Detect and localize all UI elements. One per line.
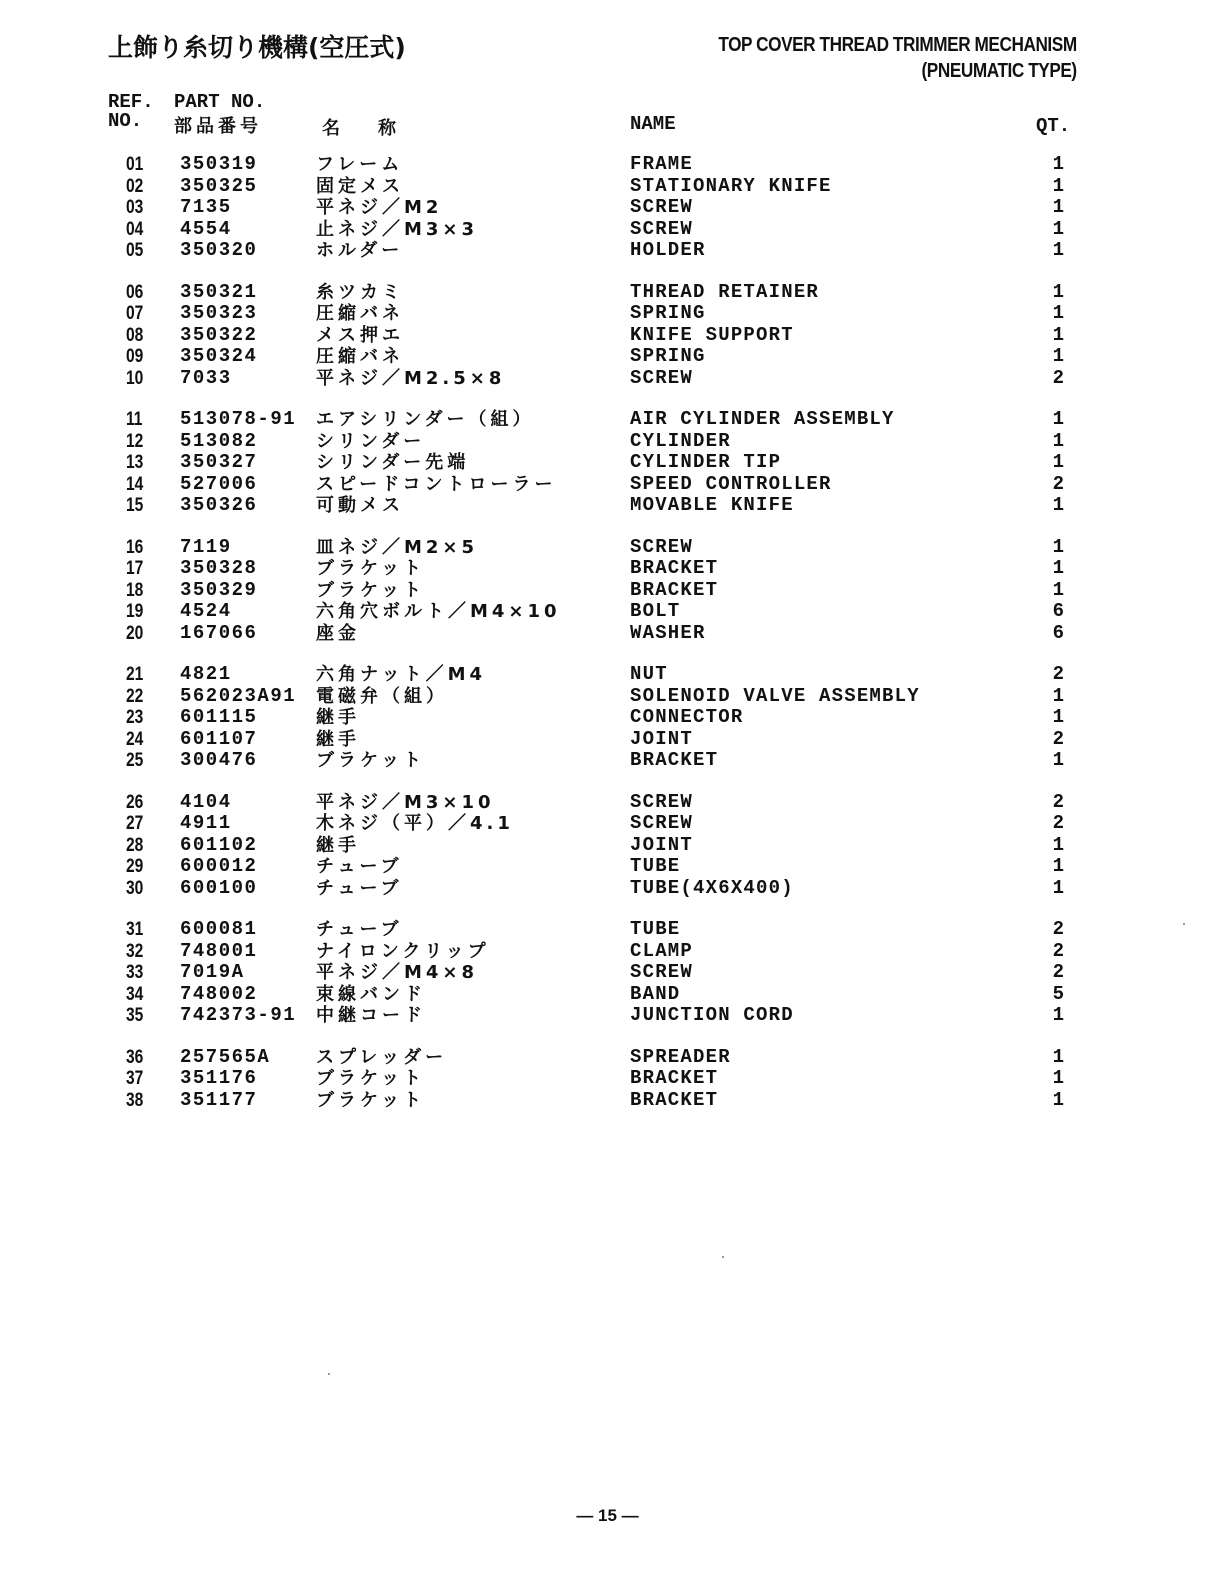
quantity: 1 xyxy=(1052,749,1064,771)
quantity: 1 xyxy=(1052,1067,1064,1089)
part-number: 350328 xyxy=(180,557,258,579)
part-number: 4524 xyxy=(180,600,232,622)
quantity: 1 xyxy=(1052,280,1064,303)
ref-number: 01 xyxy=(126,154,144,175)
header-ref-line2: NO. xyxy=(108,110,143,132)
ref-number: 36 xyxy=(126,1046,144,1068)
ref-number: 31 xyxy=(126,919,144,940)
part-name: SOLENOID VALVE ASSEMBLY xyxy=(630,684,920,707)
table-row xyxy=(0,474,1215,496)
quantity: 1 xyxy=(1052,196,1064,218)
ref-number: 09 xyxy=(126,346,144,367)
quantity: 1 xyxy=(1052,578,1064,601)
parts-group xyxy=(0,792,1215,900)
ref-number: 27 xyxy=(126,813,144,834)
quantity: 1 xyxy=(1052,217,1064,240)
parts-group xyxy=(0,664,1215,772)
japanese-name: フレーム xyxy=(316,154,404,175)
part-name: SCREW xyxy=(630,366,694,389)
page-title-english xyxy=(719,32,1077,84)
ref-number: 33 xyxy=(126,962,144,983)
table-row xyxy=(0,1090,1215,1112)
japanese-name: 六角ナット／M4 xyxy=(316,664,487,685)
quantity: 2 xyxy=(1052,790,1064,813)
ref-number: 12 xyxy=(126,430,144,452)
part-number: 7119 xyxy=(180,535,232,558)
ref-number: 06 xyxy=(126,281,144,303)
part-name: BRACKET xyxy=(630,557,719,579)
table-row xyxy=(0,1005,1215,1027)
table-row xyxy=(0,856,1215,878)
scan-speck xyxy=(722,1256,724,1258)
ref-number: 16 xyxy=(126,536,144,558)
table-row xyxy=(0,1068,1215,1090)
table-row xyxy=(0,941,1215,963)
japanese-name: 継手 xyxy=(316,728,360,750)
table-row xyxy=(0,750,1215,772)
ref-number: 11 xyxy=(126,409,143,430)
japanese-name: チューブ xyxy=(316,919,403,940)
table-row xyxy=(0,368,1215,390)
part-number: 4821 xyxy=(180,663,232,685)
japanese-name: 平ネジ／M2 xyxy=(316,197,443,218)
table-row xyxy=(0,835,1215,857)
quantity: 2 xyxy=(1052,472,1064,495)
header-part-line1: PART NO. xyxy=(174,91,266,113)
part-name: JOINT xyxy=(630,833,694,856)
part-number: 600100 xyxy=(180,876,258,899)
japanese-name: ホルダー xyxy=(316,240,404,261)
part-name: NUT xyxy=(630,663,668,685)
japanese-name: メス押エ xyxy=(316,324,404,346)
part-name: JOINT xyxy=(630,727,694,750)
japanese-name: 圧縮バネ xyxy=(316,303,404,324)
table-row xyxy=(0,325,1215,347)
table-row xyxy=(0,346,1215,368)
japanese-name: ブラケット xyxy=(316,750,426,771)
part-number: 748002 xyxy=(180,982,258,1005)
quantity: 1 xyxy=(1052,1004,1064,1026)
japanese-name: 平ネジ／M2.5×8 xyxy=(316,367,506,389)
part-name: TUBE(4X6X400) xyxy=(630,876,794,899)
japanese-name: ブラケット xyxy=(316,579,426,601)
table-row xyxy=(0,984,1215,1006)
quantity: 1 xyxy=(1052,174,1064,197)
part-number: 350319 xyxy=(180,153,258,175)
parts-group xyxy=(0,409,1215,517)
part-name: SCREW xyxy=(630,217,694,240)
table-row xyxy=(0,537,1215,559)
table-row xyxy=(0,623,1215,645)
part-number: 562023A91 xyxy=(180,684,297,707)
part-name: KNIFE SUPPORT xyxy=(630,323,794,346)
parts-table xyxy=(0,154,1215,1131)
table-row xyxy=(0,664,1215,686)
table-row xyxy=(0,558,1215,580)
japanese-name: 束線バンド xyxy=(316,983,426,1005)
table-row xyxy=(0,962,1215,984)
table-row xyxy=(0,431,1215,453)
ref-number: 38 xyxy=(126,1089,144,1111)
table-row xyxy=(0,154,1215,176)
ref-number: 08 xyxy=(126,324,144,346)
table-row xyxy=(0,1047,1215,1069)
part-name: BAND xyxy=(630,982,681,1005)
japanese-name: 圧縮バネ xyxy=(316,346,404,367)
part-number: 350322 xyxy=(180,323,258,346)
quantity: 1 xyxy=(1052,494,1064,516)
scan-speck xyxy=(1183,923,1185,925)
part-name: SCREW xyxy=(630,196,694,218)
japanese-name: 可動メス xyxy=(316,495,404,516)
table-row xyxy=(0,707,1215,729)
quantity: 1 xyxy=(1052,153,1064,175)
parts-group xyxy=(0,537,1215,645)
japanese-name: 座金 xyxy=(316,622,360,644)
part-number: 350327 xyxy=(180,451,258,473)
ref-number: 32 xyxy=(126,940,144,962)
table-row xyxy=(0,197,1215,219)
part-number: 4104 xyxy=(180,790,232,813)
quantity: 6 xyxy=(1052,600,1064,622)
part-name: THREAD RETAINER xyxy=(630,280,820,303)
ref-number: 25 xyxy=(126,750,144,771)
part-number: 350320 xyxy=(180,239,258,261)
part-name: AIR CYLINDER ASSEMBLY xyxy=(630,408,895,430)
ref-number: 02 xyxy=(126,175,144,197)
header-qty: QT. xyxy=(1036,115,1071,137)
japanese-name: 六角穴ボルト／M4×10 xyxy=(316,601,561,622)
quantity: 1 xyxy=(1052,345,1064,367)
table-row xyxy=(0,452,1215,474)
japanese-name: 平ネジ／M3×10 xyxy=(316,791,495,813)
table-row xyxy=(0,686,1215,708)
header-name: NAME xyxy=(630,113,676,135)
quantity: 1 xyxy=(1052,239,1064,261)
part-number: 350326 xyxy=(180,494,258,516)
quantity: 1 xyxy=(1052,1045,1064,1068)
part-number: 513082 xyxy=(180,429,258,452)
quantity: 2 xyxy=(1052,961,1064,983)
part-number: 300476 xyxy=(180,749,258,771)
table-row xyxy=(0,176,1215,198)
quantity: 2 xyxy=(1052,366,1064,389)
japanese-name: チューブ xyxy=(316,877,403,899)
parts-group xyxy=(0,282,1215,390)
quantity: 2 xyxy=(1052,727,1064,750)
table-row xyxy=(0,240,1215,262)
quantity: 6 xyxy=(1052,621,1064,644)
part-number: 601102 xyxy=(180,833,258,856)
quantity: 1 xyxy=(1052,684,1064,707)
part-name: CYLINDER xyxy=(630,429,731,452)
ref-number: 23 xyxy=(126,707,144,728)
table-row xyxy=(0,601,1215,623)
part-number: 600081 xyxy=(180,918,258,940)
part-name: JUNCTION CORD xyxy=(630,1004,794,1026)
ref-number: 10 xyxy=(126,367,144,389)
ref-number: 34 xyxy=(126,983,144,1005)
part-number: 167066 xyxy=(180,621,258,644)
ref-number: 04 xyxy=(126,218,144,240)
part-number: 350324 xyxy=(180,345,258,367)
part-number: 350323 xyxy=(180,302,258,324)
ref-number: 13 xyxy=(126,452,144,473)
ref-number: 37 xyxy=(126,1068,144,1089)
table-row xyxy=(0,729,1215,751)
table-row xyxy=(0,282,1215,304)
quantity: 1 xyxy=(1052,876,1064,899)
part-number: 350321 xyxy=(180,280,258,303)
ref-number: 35 xyxy=(126,1005,144,1026)
japanese-name: チューブ xyxy=(316,856,403,877)
quantity: 5 xyxy=(1052,982,1064,1005)
quantity: 1 xyxy=(1052,323,1064,346)
part-name: SCREW xyxy=(630,961,694,983)
quantity: 1 xyxy=(1052,451,1064,473)
part-name: SCREW xyxy=(630,790,694,813)
part-name: CONNECTOR xyxy=(630,706,744,728)
ref-number: 03 xyxy=(126,197,144,218)
page-title-japanese: 上飾り糸切り機構(空圧式) xyxy=(108,33,406,62)
japanese-name: 平ネジ／M4×8 xyxy=(316,962,479,983)
quantity: 1 xyxy=(1052,833,1064,856)
page-title-english-line1: TOP COVER THREAD TRIMMER MECHANISM xyxy=(718,34,1077,56)
part-name: SCREW xyxy=(630,812,694,834)
japanese-name: 止ネジ／M3×3 xyxy=(316,218,479,240)
part-number: 350325 xyxy=(180,174,258,197)
part-name: WASHER xyxy=(630,621,706,644)
japanese-name: ブラケット xyxy=(316,558,426,579)
part-name: SPRING xyxy=(630,302,706,324)
japanese-name: 継手 xyxy=(316,707,360,728)
part-number: 7033 xyxy=(180,366,232,389)
japanese-name: 木ネジ（平）／4.1 xyxy=(316,813,514,834)
japanese-name: 皿ネジ／M2×5 xyxy=(316,536,479,558)
japanese-name: 中継コード xyxy=(316,1005,426,1026)
part-number: 350329 xyxy=(180,578,258,601)
part-name: BRACKET xyxy=(630,1067,719,1089)
header-jp-name: 名 称 xyxy=(322,118,406,139)
quantity: 1 xyxy=(1052,302,1064,324)
ref-number: 21 xyxy=(126,664,144,685)
part-number: 7135 xyxy=(180,196,232,218)
part-number: 4911 xyxy=(180,812,232,834)
ref-number: 28 xyxy=(126,834,144,856)
ref-number: 30 xyxy=(126,877,144,899)
quantity: 1 xyxy=(1052,706,1064,728)
japanese-name: ブラケット xyxy=(316,1068,426,1089)
page-title-english-line2: (PNEUMATIC TYPE) xyxy=(921,60,1077,82)
quantity: 2 xyxy=(1052,663,1064,685)
quantity: 1 xyxy=(1052,557,1064,579)
part-name: HOLDER xyxy=(630,239,706,261)
table-row xyxy=(0,303,1215,325)
table-row xyxy=(0,878,1215,900)
table-row xyxy=(0,219,1215,241)
part-number: 742373-91 xyxy=(180,1004,297,1026)
part-number: 601115 xyxy=(180,706,258,728)
ref-number: 18 xyxy=(126,579,144,601)
japanese-name: シリンダー先端 xyxy=(316,452,470,473)
part-number: 4554 xyxy=(180,217,232,240)
header-part-line2: 部品番号 xyxy=(174,116,262,137)
part-name: MOVABLE KNIFE xyxy=(630,494,794,516)
parts-group xyxy=(0,919,1215,1027)
part-number: 351177 xyxy=(180,1088,258,1111)
table-row xyxy=(0,495,1215,517)
part-number: 7019A xyxy=(180,961,245,983)
part-name: CLAMP xyxy=(630,939,694,962)
ref-number: 26 xyxy=(126,791,144,813)
part-name: BRACKET xyxy=(630,1088,719,1111)
part-name: SPREADER xyxy=(630,1045,731,1068)
part-name: TUBE xyxy=(630,918,681,940)
ref-number: 15 xyxy=(126,495,144,516)
ref-number: 17 xyxy=(126,558,144,579)
scan-speck xyxy=(328,1373,330,1375)
japanese-name: 継手 xyxy=(316,834,360,856)
parts-group xyxy=(0,154,1215,262)
japanese-name: 糸ツカミ xyxy=(316,281,404,303)
japanese-name: スプレッダー xyxy=(316,1046,448,1068)
part-number: 601107 xyxy=(180,727,258,750)
quantity: 1 xyxy=(1052,855,1064,877)
part-number: 257565A xyxy=(180,1045,271,1068)
ref-number: 19 xyxy=(126,601,144,622)
table-row xyxy=(0,580,1215,602)
quantity: 1 xyxy=(1052,535,1064,558)
ref-number: 05 xyxy=(126,240,144,261)
quantity: 1 xyxy=(1052,408,1064,430)
ref-number: 07 xyxy=(126,303,144,324)
japanese-name: 電磁弁（組） xyxy=(316,685,448,707)
part-number: 748001 xyxy=(180,939,258,962)
japanese-name: ブラケット xyxy=(316,1089,426,1111)
ref-number: 14 xyxy=(126,473,144,495)
part-name: FRAME xyxy=(630,153,694,175)
part-name: SPRING xyxy=(630,345,706,367)
japanese-name: シリンダー xyxy=(316,430,426,452)
ref-number: 22 xyxy=(126,685,144,707)
part-name: BRACKET xyxy=(630,749,719,771)
part-name: CYLINDER TIP xyxy=(630,451,782,473)
part-name: TUBE xyxy=(630,855,681,877)
japanese-name: ナイロンクリップ xyxy=(316,940,490,962)
part-number: 527006 xyxy=(180,472,258,495)
part-name: BRACKET xyxy=(630,578,719,601)
quantity: 1 xyxy=(1052,1088,1064,1111)
part-name: SCREW xyxy=(630,535,694,558)
ref-number: 24 xyxy=(126,728,144,750)
japanese-name: エアシリンダー（組） xyxy=(316,409,535,430)
japanese-name: 固定メス xyxy=(316,175,404,197)
quantity: 2 xyxy=(1052,939,1064,962)
page-number: — 15 — xyxy=(576,1506,639,1525)
part-number: 600012 xyxy=(180,855,258,877)
quantity: 2 xyxy=(1052,918,1064,940)
ref-number: 20 xyxy=(126,622,144,644)
part-name: STATIONARY KNIFE xyxy=(630,174,832,197)
quantity: 1 xyxy=(1052,429,1064,452)
japanese-name: スピードコントローラー xyxy=(316,473,557,495)
quantity: 2 xyxy=(1052,812,1064,834)
table-row xyxy=(0,409,1215,431)
part-number: 513078-91 xyxy=(180,408,297,430)
ref-number: 29 xyxy=(126,856,144,877)
part-name: BOLT xyxy=(630,600,681,622)
table-row xyxy=(0,792,1215,814)
part-number: 351176 xyxy=(180,1067,258,1089)
parts-group xyxy=(0,1047,1215,1112)
header-ref-line1: REF. xyxy=(108,91,154,113)
table-row xyxy=(0,919,1215,941)
table-row xyxy=(0,813,1215,835)
part-name: SPEED CONTROLLER xyxy=(630,472,832,495)
